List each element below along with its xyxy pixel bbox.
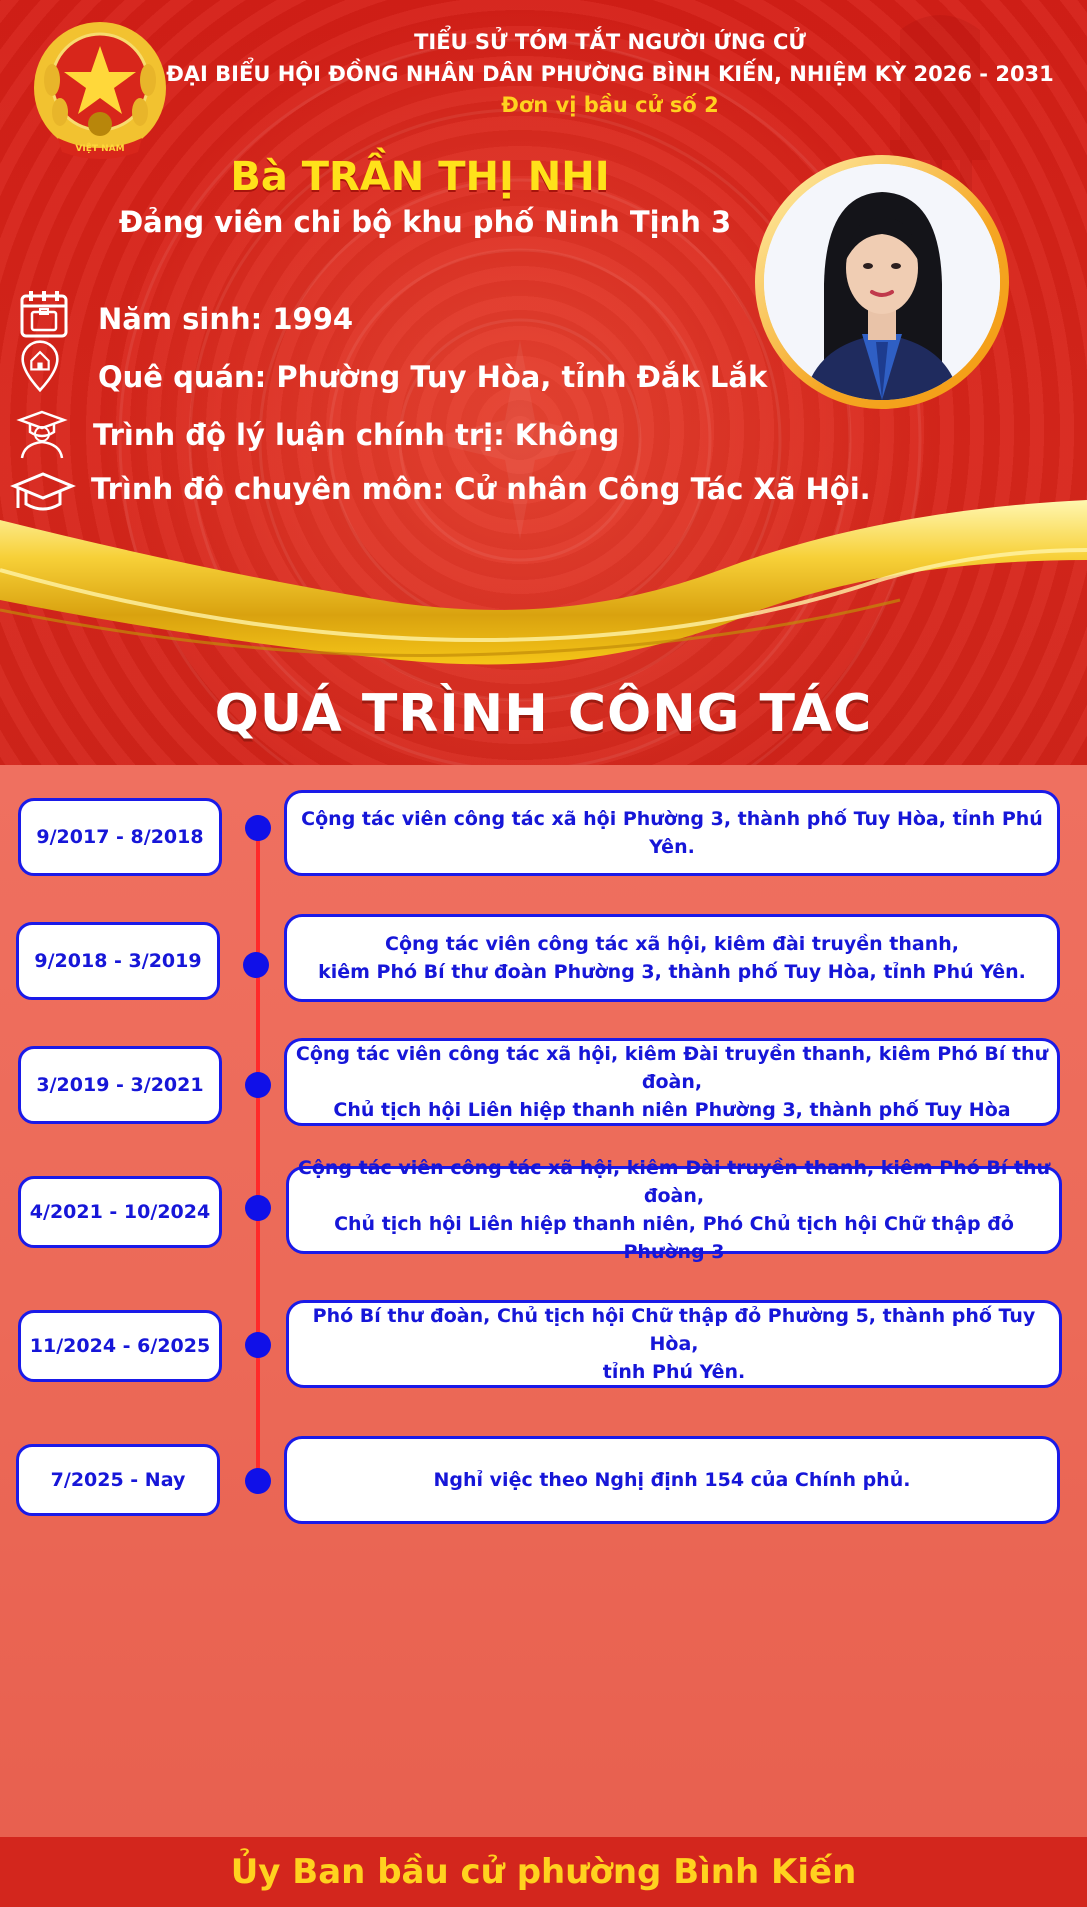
timeline-description [284,1436,1060,1524]
timeline-dot [245,815,271,841]
timeline-date: 7/2025 - Nay [16,1444,220,1516]
gold-ribbon [0,490,1087,690]
candidate-subtitle: Đảng viên chi bộ khu phố Ninh Tịnh 3 [118,205,732,239]
timeline-description-line: Cộng tác viên công tác xã hội, kiêm Đài truyền thanh, kiêm Phó Bí thư đoàn, [297,1157,1051,1207]
electoral-unit: Đơn vị bầu cử số 2 [501,93,719,117]
timeline-description [284,914,1060,1002]
timeline-dot [245,1468,271,1494]
timeline-dot [245,1332,271,1358]
timeline-description [284,1038,1060,1126]
home-location-icon [14,340,66,392]
timeline-description-line: Cộng tác viên công tác xã hội, kiêm Đài truyền thanh, kiêm Phó Bí thư đoàn, [295,1043,1049,1093]
timeline-description-line: kiêm Phó Bí thư đoàn Phường 3, thành phố Tuy Hòa, tỉnh Phú Yên. [318,961,1026,983]
info-hometown: Quê quán: Phường Tuy Hòa, tỉnh Đắk Lắk [98,360,768,394]
section-title: QUÁ TRÌNH CÔNG TÁC [214,684,873,744]
timeline-description-line: Nghỉ việc theo Nghị định 154 của Chính phủ. [433,1469,911,1491]
timeline-date: 9/2018 - 3/2019 [16,922,220,1000]
info-birth-year: Năm sinh: 1994 [98,302,354,336]
timeline-description-line: Chủ tịch hội Liên hiệp thanh niên, Phó Chủ tịch hội Chữ thập đỏ Phường 3 [334,1213,1014,1263]
calendar-icon [18,288,70,340]
footer-organizer: Ủy Ban bầu cử phường Bình Kiến [0,1837,1087,1907]
timeline-description-line: Cộng tác viên công tác xã hội Phường 3, thành phố Tuy Hòa, tỉnh Phú Yên. [301,808,1043,858]
timeline-description [286,1157,1062,1263]
header-line-2: ĐẠI BIỂU HỘI ĐỒNG NHÂN DÂN PHƯỜNG BÌNH KIẾN, NHIỆM KỲ 2026 - 2031 [166,62,1054,86]
portrait-image [764,164,1000,400]
info-political-theory: Trình độ lý luận chính trị: Không [93,418,620,452]
timeline-line [256,820,260,1482]
timeline-description-line: Chủ tịch hội Liên hiệp thanh niên Phường 3, thành phố Tuy Hòa [333,1099,1011,1121]
emblem-label: VIỆT NAM [75,144,125,154]
timeline-date: 9/2017 - 8/2018 [18,798,222,876]
timeline-date: 3/2019 - 3/2021 [18,1046,222,1124]
timeline-description [286,1300,1062,1388]
timeline-description-line: Cộng tác viên công tác xã hội, kiêm đài truyền thanh, [385,933,959,955]
person-graduate-icon [16,408,68,460]
timeline-date: 4/2021 - 10/2024 [18,1176,222,1248]
candidate-name: Bà TRẦN THỊ NHI [230,154,610,200]
timeline-description-line: tỉnh Phú Yên. [602,1361,746,1383]
national-emblem-icon [30,20,170,160]
timeline-date: 11/2024 - 6/2025 [18,1310,222,1382]
timeline-description [284,790,1060,876]
candidate-photo [764,164,1000,400]
header-line-1: TIỂU SỬ TÓM TẮT NGƯỜI ỨNG CỬ [414,30,806,54]
timeline-dot [245,1195,271,1221]
info-professional-level: Trình độ chuyên môn: Cử nhân Công Tác Xã Hội. [91,472,871,506]
timeline-dot [245,1072,271,1098]
timeline-description-line: Phó Bí thư đoàn, Chủ tịch hội Chữ thập đỏ Phường 5, thành phố Tuy Hòa, [312,1305,1036,1355]
timeline-dot [243,952,269,978]
header-banner [0,0,1087,765]
candidate-photo-frame [755,155,1009,409]
